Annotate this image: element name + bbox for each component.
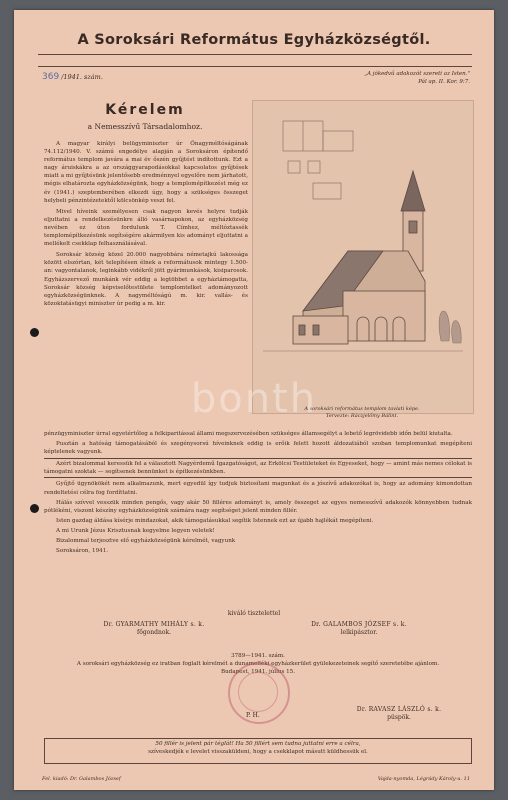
church-drawing <box>253 101 473 413</box>
document-number <box>42 72 103 82</box>
signature-right <box>274 621 444 637</box>
paragraph: Hálás szívvel vesszük minden pengős, vagy akár 50 filléres adományt is, amely összeget az egyes nemesszívű adakozók könnyebben tudnak pótlékéni, viszont készíny egyházközségünk számára nagy segítséget jelent minden fillér. <box>44 499 472 514</box>
bishop-name: Dr. RAVASZ LÁSZLÓ s. k. <box>356 706 442 713</box>
appeal-line: szíveskedjék e levelet visszaküldeni, hogy a csekklapot másutt küldhessük el. <box>148 749 368 755</box>
appeal-line: 50 fillér is jelent pár téglát! Ha 50 fillért sem tudna juttatni erre a célra, <box>155 741 361 747</box>
paragraph: Isten gazdag áldása kísérje mindazokat, akik támogatásukkal segítik Istennek ezt az újabb hajlékát megépíteni. <box>56 517 374 524</box>
signature-left <box>74 621 234 637</box>
caption-line: A soroksári református templom tavlati képe. <box>304 406 420 412</box>
header-rule <box>38 66 472 67</box>
caption-line: Tervezte: Ráczjelőmy Bálint. <box>325 413 399 419</box>
motto-quote: „A jókedvű adakozót szereti az Isten." <box>364 71 470 77</box>
paragraph: Mivel híveink személyesen csak nagyon kevés helyre tudják eljuttatni a rendelkezésünkre álló vasárnapokon, az egyházközség nevében ez úton fordulunk T. Címhez, méltóztassék templomépítkezésünk segítségére akármilyen kis adományt eljuttatni a mellékelt csekklap felhasználásával. <box>44 208 248 248</box>
document-sheet <box>14 10 494 790</box>
paragraph: Bizalommal terjesztve elő egyházközségünk kérelmét, vagyunk <box>56 538 236 545</box>
seal-mark: P. H. <box>246 712 260 719</box>
paragraph: pénzügyminiszter úrral egyetértőleg a felkiparitással állami megszervezésében szükséges államsegélyt a lebető legrövidebb időn belül kiutalta. <box>44 431 453 437</box>
signatory-role: lelkipásztor. <box>340 629 378 636</box>
paragraph: Soroksár község közel 20.000 nagyobbára németajkú lakossága között elszórtan, két telepítésen élnek a reformátusok mintegy 1.500-an: vagyontalanok, leginkább vidékről jött gyárimunkások, kisiparosok. Egyházszervező munkánk vér eddig a legtöbbet a egyháztámogatta, Soroksár község képviselőtestülete templomtelket adományozott egyházközségünknek. A nagyméltóságú m. kir. vallás- és közoktatásügyi miniszter úr pedig a m. kir. <box>44 252 248 307</box>
motto-reference: Pál ap. II. Kor. 9:7. <box>418 79 470 85</box>
endorsement-text: A soroksári egyházközség ez iratban foglalt kérelmét a dunamelléki egyházkerület gyülekezeteinek segítő szeretetébe ajánlom. <box>76 661 440 668</box>
handwritten-number: 369 <box>42 72 60 82</box>
printer-note: Vajda-nyomda, Légrády Károly-u. 11 <box>377 776 470 782</box>
punch-hole <box>30 504 39 513</box>
full-width-text <box>44 430 472 557</box>
paragraph: A mi Urunk Jézus Krisztusnak kegyelme legyen veletek! <box>56 527 215 534</box>
illustration-caption <box>252 406 472 420</box>
document-title: A Soroksári Református Egyházközségtől. <box>77 32 431 48</box>
watermark: bonth <box>190 376 318 422</box>
paragraph: A magyar királyi belügyminiszter úr Őnagyméltóságának 74.112/1940. V. számú engedélye alapján a Soroksáron építendő református templom javára a mai év őszén gyűjtést indítottunk. Ezt a nagy áruiskákra a az országgyarapodásokkal kapcsolatos gyűjtések miatt a mi gyűjtésünk jelentősebb eredménnyel egyelőre nem járhatott, mégis elhatározta egyházközségünk, hogy a templomépítkezést még ez év (1941.) szeptemberében elkezdi úgy, hogy a szükséges összeget helybeli pénzintézetektől kölcsönkép veszi fel. <box>44 141 248 204</box>
appeal-box <box>44 738 472 764</box>
signatory-role: főgondnok. <box>136 629 171 636</box>
left-column-text <box>44 140 248 311</box>
church-illustration <box>252 100 474 414</box>
publisher-note: Fel. kiadó: Dr. Galambos József <box>42 776 121 782</box>
motto <box>364 70 470 86</box>
punch-hole <box>30 328 39 337</box>
closing-line: kiváló tisztelettel <box>227 610 281 617</box>
bishop-signature <box>334 706 464 722</box>
request-subheading: a Nemesszívű Társadalomhoz. <box>87 122 203 131</box>
document-number-suffix: /1941. szám. <box>61 73 103 81</box>
paragraph: Pusztán a hatóság támogatásából és szegénysorsú híveinknek eddig is erőik felett hozott áldozatiából szoban templomunkat megépíteni képtelenek vagyunk. <box>44 441 472 456</box>
highlighted-paragraph: Azért bizalommal keressük fel a választott Nagyérdemű Igazgatóságot, az Erkölcsi Testületeket és Egyeseket, hogy — amint más nemes célokat is támogatni szoktak — segítsenek bennünket is építkezésünkben. <box>44 458 472 478</box>
paragraph: Gyűjtő ügynökökét nem alkalmazunk, mert egyedül így tudjuk biztosítani magunkat és a jószívű adakozókat is, hogy az adomány kimondottan rendeltetési célra fog fordíttatni. <box>44 481 472 496</box>
request-heading: Kérelem <box>105 102 185 118</box>
bishop-role: püspök. <box>387 714 411 721</box>
endorsement-place-date: Budapest, 1941. július 15. <box>220 669 296 676</box>
signatory-name: Dr. GYARMATHY MIHÁLY s. k. <box>103 621 205 628</box>
paragraph: Soroksáron, 1941. <box>56 548 109 555</box>
title-rule <box>38 54 472 55</box>
endorsement-number: 3789—1941. szám. <box>231 653 285 659</box>
signatory-name: Dr. GALAMBOS JÓZSEF s. k. <box>311 621 407 628</box>
